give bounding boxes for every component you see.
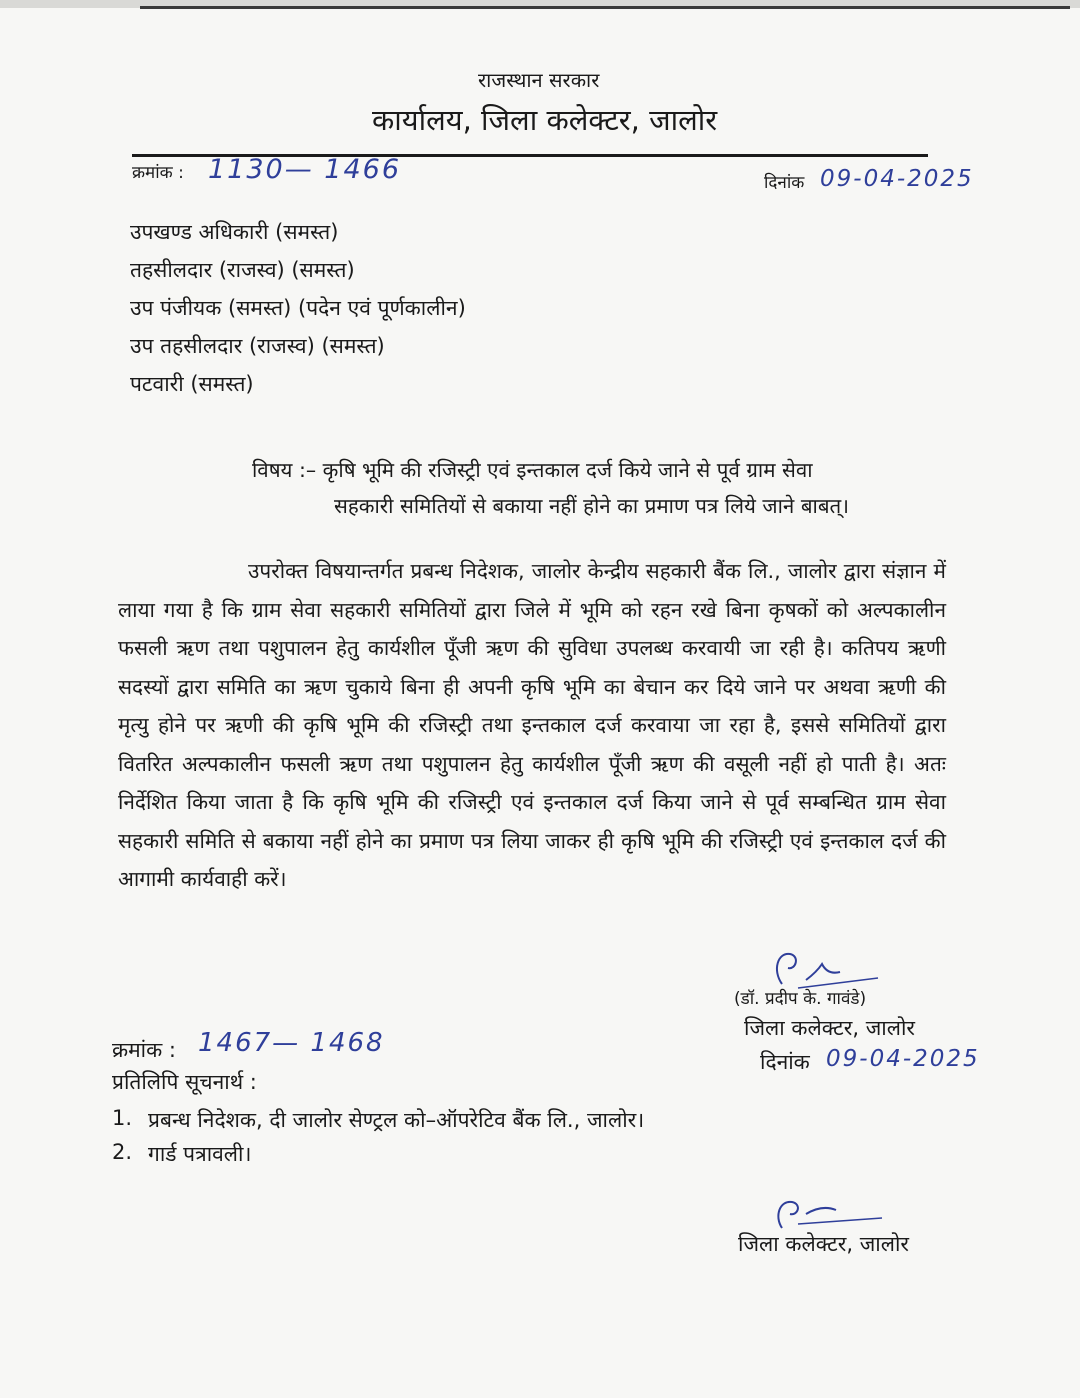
copy-heading: प्रतिलिपि सूचनार्थ : <box>112 1070 257 1094</box>
copy-item-number: 2. <box>112 1140 133 1164</box>
addressee: उपखण्ड अधिकारी (समस्त) <box>130 220 339 244</box>
addressee: पटवारी (समस्त) <box>130 372 254 396</box>
copy-item-text: गार्ड पत्रावली। <box>148 1142 252 1166</box>
dinank-label: दिनांक <box>764 173 805 193</box>
signature-dinank-value: 09-04-2025 <box>826 1046 980 1072</box>
scan-edge-line <box>140 6 1070 9</box>
copy-item-number: 1. <box>112 1106 133 1130</box>
signatory-name: (डॉ. प्रदीप के. गावंडे) <box>734 989 867 1009</box>
dinank-value: 09-04-2025 <box>820 166 974 192</box>
body-paragraph: उपरोक्त विषयान्तर्गत प्रबन्ध निदेशक, जालोर केन्द्रीय सहकारी बैंक लि., जालोर द्वारा संज्ञान में लाया गया है कि ग्राम सेवा सहकारी समितियों द्वारा जिले में भूमि को रहन रखे बिना कृषकों को अल्पकालीन फसली ऋण तथा पशुपालन हेतु कार्यशील पूँजी ऋण की सुविधा उपलब्ध करवायी जा रही है। कतिपय ऋणी सदस्यों द्वारा समिति का ऋण चुकाये बिना ही अपनी कृषि भूमि का बेचान कर दिये जाने पर अथवा ऋणी की मृत्यु होने पर ऋणी की कृषि भूमि की रजिस्ट्री तथा इन्तकाल दर्ज करवाया जा रहा है, इससे समितियों द्वारा वितरित अल्पकालीन फसली ऋण तथा पशुपालन हेतु कार्यशील पूँजी ऋण की वसूली नहीं हो पाती है। अतः निर्देशित किया जाता है कि कृषि भूमि की रजिस्ट्री एवं इन्तकाल दर्ज किया जाने से पूर्व सम्बन्धित ग्राम सेवा सहकारी समिति से बकाया नहीं होने का प्रमाण पत्र लिया जाकर ही कृषि भूमि की रजिस्ट्री एवं इन्तकाल दर्ज की आगामी कार्यवाही करें। <box>118 559 946 891</box>
addressee: तहसीलदार (राजस्व) (समस्त) <box>130 258 355 282</box>
signature-dinank-label: दिनांक <box>760 1050 810 1074</box>
copy-item-text: प्रबन्ध निदेशक, दी जालोर सेण्ट्रल को–ऑपरेटिव बैंक लि., जालोर। <box>148 1108 645 1132</box>
kramank-label: क्रमांक : <box>132 163 184 183</box>
addressee: उप पंजीयक (समस्त) (पदेन एवं पूर्णकालीन) <box>130 296 466 320</box>
footer-signatory-title: जिला कलेक्टर, जालोर <box>738 1232 909 1256</box>
kramank-value: 1130— 1466 <box>208 154 402 185</box>
addressee: उप तहसीलदार (राजस्व) (समस्त) <box>130 334 385 358</box>
subject-line-1: विषय :– कृषि भूमि की रजिस्ट्री एवं इन्तकाल दर्ज किये जाने से पूर्व ग्राम सेवा <box>252 458 813 482</box>
subject-line-2: सहकारी समितियों से बकाया नहीं होने का प्रमाण पत्र लिये जाने बाबत्। <box>334 494 849 518</box>
copy-kramank-value: 1467— 1468 <box>198 1028 385 1058</box>
copy-kramank-label: क्रमांक : <box>112 1038 177 1062</box>
office-title: कार्यालय, जिला कलेक्टर, जालोर <box>372 103 718 137</box>
government-name: राजस्थान सरकार <box>478 68 600 92</box>
signatory-title: जिला कलेक्टर, जालोर <box>744 1016 915 1040</box>
